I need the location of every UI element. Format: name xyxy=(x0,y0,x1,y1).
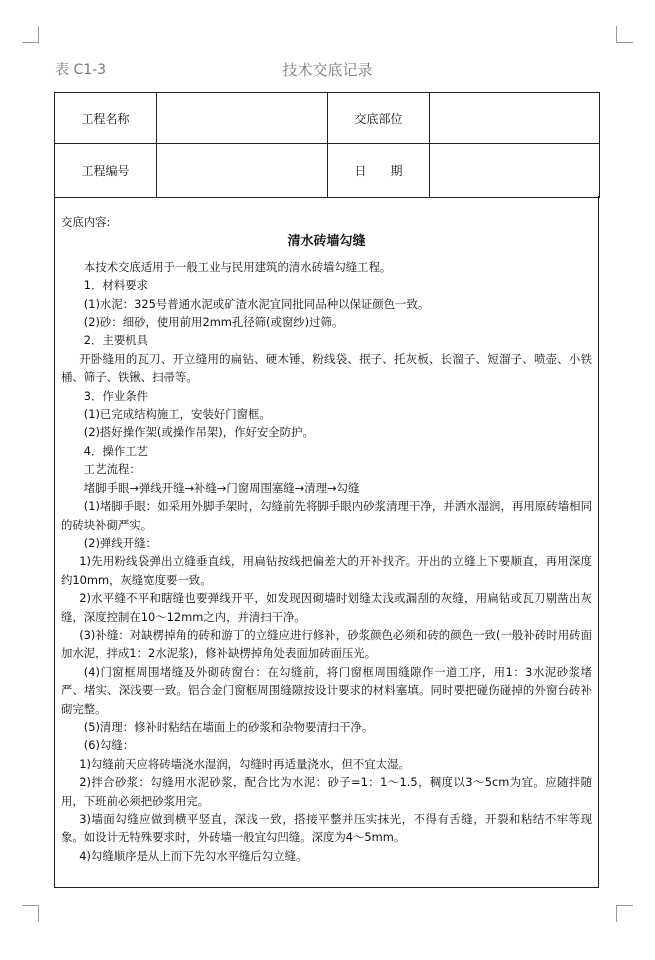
paragraph: (1)已完成结构施工，安装好门窗框。 xyxy=(83,407,271,422)
crop-mark-bottom-right xyxy=(616,905,633,922)
paragraph: (6)勾缝： xyxy=(83,738,135,753)
content-title: 清水砖墙勾缝 xyxy=(287,234,366,250)
project-no-label: 工程编号 xyxy=(55,144,157,198)
content-box xyxy=(54,196,599,888)
paragraph: (3)补缝：对缺楞掉角的砖和游丁的立缝应进行修补，砂浆颜色必须和砖的颜色一致(一般补砖时用砖面加水泥，拌成1：2水泥浆)，修补缺楞掉角处表面加砖面压光。 xyxy=(61,627,592,661)
content-body xyxy=(55,196,598,865)
info-table xyxy=(54,92,600,198)
location-label: 交底部位 xyxy=(328,93,430,144)
content-label: 交底内容: xyxy=(61,215,111,229)
paragraph: 1)勾缝前天应将砖墙浇水湿润，勾缝时再适量浇水，但不宜太湿。 xyxy=(79,756,410,771)
crop-mark-top-left xyxy=(22,26,39,43)
paragraph: (2)搭好操作架(或操作吊架)，作好安全防护。 xyxy=(83,425,314,440)
project-name-label: 工程名称 xyxy=(55,93,157,144)
project-name-field[interactable] xyxy=(157,93,328,144)
section-heading: 2．主要机具 xyxy=(83,333,148,348)
paragraph: (2)弹线开缝： xyxy=(83,535,157,550)
paragraph: 2)拌合砂浆：勾缝用水泥砂浆，配合比为水泥：砂子=1：1～1.5，稠度以3～5cm为宜。应随拌随用，下班前必须把砂浆用完。 xyxy=(61,775,592,808)
paragraph: (5)清理：修补时粘结在墙面上的砂浆和杂物要清扫干净。 xyxy=(83,719,374,734)
paragraph: 工艺流程： xyxy=(83,462,141,477)
paragraph: 3)墙面勾缝应做到横平竖直，深浅一致，搭接平整并压实抹光，不得有舌缝，开裂和粘结不牢等现象。如设计无特殊要求时，外砖墙一般宜勾凹缝。深度为4～5mm。 xyxy=(61,812,592,845)
paragraph: 2)水平缝不平和瞎缝也要弹线开平，如发现因砌墙时划缝太浅或漏刮的灰缝，用扁钻或瓦刀剔凿出灰缝，深度控制在10～12mm之内，并清扫干净。 xyxy=(61,591,592,624)
date-label: 日 期 xyxy=(328,144,430,198)
info-row-2 xyxy=(55,144,600,198)
form-code: 表 C1-3 xyxy=(55,62,107,78)
section-heading: 3．作业条件 xyxy=(83,388,148,403)
section-heading: 1．材料要求 xyxy=(83,278,148,293)
paragraph: (2)砂：细砂，使用前用2mm孔径筛(或窗纱)过筛。 xyxy=(83,315,344,330)
info-row-1 xyxy=(55,93,600,144)
crop-mark-top-right xyxy=(616,26,633,43)
paragraph: (1)水泥：325号普通水泥或矿渣水泥宜同批同品种以保证颜色一致。 xyxy=(83,296,430,311)
paragraph: 4)勾缝顺序是从上而下先勾水平缝后勾立缝。 xyxy=(79,848,308,863)
paragraph: 本技术交底适用于一般工业与民用建筑的清水砖墙勾缝工程。 xyxy=(83,259,392,274)
crop-mark-bottom-left xyxy=(22,905,39,922)
paragraph: 1)先用粉线袋弹出立缝垂直线，用扁钻按线把偏差大的开补找齐。开出的立缝上下要顺直，再用深度约10mm，灰缝宽度要一致。 xyxy=(61,554,592,587)
paragraph: (4)门窗框周围堵缝及外砌砖窗台：在勾缝前，将门窗框周围缝隙作一道工序，用1：3水泥砂浆堵严、堵实、深浅要一致。铝合金门窗框周围缝隙按设计要求的材料塞填。同时要把碰伤碰掉的外窗台砖补砌完整。 xyxy=(61,664,592,716)
document-title: 技术交底记录 xyxy=(282,61,373,79)
project-no-field[interactable] xyxy=(157,144,328,198)
location-field[interactable] xyxy=(430,93,600,144)
section-heading: 4．操作工艺 xyxy=(83,443,148,458)
paragraph: (1)堵脚手眼：如采用外脚手架时，勾缝前先将脚手眼内砂浆清理干净，并洒水湿润，再用原砖墙相同的砖块补砌严实。 xyxy=(61,499,592,532)
date-field[interactable] xyxy=(430,144,600,198)
process-flow: 堵脚手眼→弹线开缝→补缝→门窗周围塞缝→清理→勾缝 xyxy=(83,480,360,495)
paragraph: 开卧缝用的瓦刀、开立缝用的扁钻、硬木锤、粉线袋、抿子、托灰板、长溜子、短溜子、喷壶、小铁桶、筛子、铁锹、扫帚等。 xyxy=(61,351,592,385)
